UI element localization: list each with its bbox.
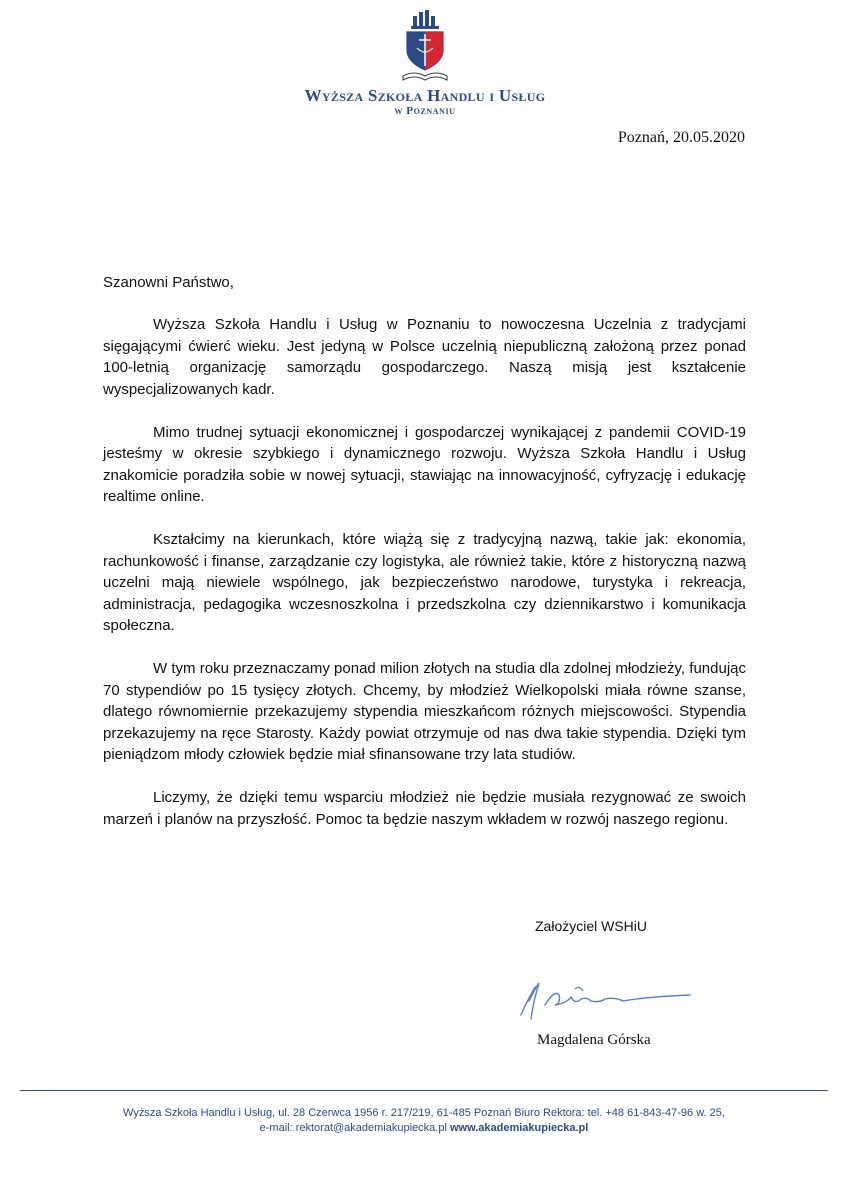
footer-url[interactable]: www.akademiakupiecka.pl (449, 1122, 589, 1134)
footer (0, 1106, 848, 1136)
letter-date: Poznań, 20.05.2020 (617, 129, 745, 146)
paragraph: Wyższa Szkoła Handlu i Usług w Poznaniu to nowoczesna Uczelnia z tradycjami sięgającymi ćwierć wieku. Jest jedyną w Polsce uczelnią niepubliczną założoną przez ponad 100-letnią organizację samorządu gospodarczego. Naszą misją jest kształcenie wyspecjalizowanych kadr. (103, 316, 746, 398)
footer-email[interactable]: e-mail: rektorat@akademiakupiecka.pl (259, 1122, 447, 1134)
university-crest-logo (395, 10, 455, 84)
paragraph: Mimo trudnej sytuacji ekonomicznej i gospodarczej wynikającej z pandemii COVID-19 jesteśmy w okresie szybkiego i dynamicznego rozwoju. Wyższa Szkoła Handlu i Usług znakomicie poradziła sobie w nowej sytuacji, stawiając na innowacyjność, cyfryzację i edukację realtime online. (103, 423, 746, 505)
signer-name: Magdalena Górska (537, 1032, 651, 1048)
university-city: w Poznaniu (394, 105, 456, 117)
closing-title: Założyciel WSHiU (535, 918, 648, 934)
letterhead (300, 10, 550, 117)
university-name: Wyższa Szkoła Handlu i Usług (304, 86, 546, 105)
paragraph: W tym roku przeznaczamy ponad milion złotych na studia dla zdolnej młodzieży, fundując 70 stypendiów po 15 tysięcy złotych. Chcemy, by młodzież Wielkopolski miała równe szanse, dlatego równomiernie przekazujemy stypendia mieszkańcom różnych miejscowości. Stypendia przekazujemy na ręce Starosty. Każdy powiat otrzymuje od nas dwa takie stypendia. Dzięki tym pieniądzom młody człowiek będzie miał sfinansowane trzy lata studiów. (103, 660, 746, 763)
greeting: Szanowni Państwo, (103, 274, 234, 291)
paragraph: Kształcimy na kierunkach, które wiążą się z tradycyjną nazwą, takie jak: ekonomia, rachunkowość i finanse, zarządzanie czy logistyka, ale również takie, które z historyczną nazwą uczelni mają niewiele wspólnego, jak bezpieczeństwo narodowe, turystyka i rekreacja, administracja, pedagogika wczesnoszkolna i przedszkolna czy dziennikarstwo i komunikacja społeczna. (103, 531, 746, 634)
letter-body (103, 314, 746, 852)
footer-divider (20, 1090, 828, 1091)
footer-contact (0, 1121, 848, 1136)
handwritten-signature (515, 975, 700, 1025)
paragraph: Liczymy, że dzięki temu wsparciu młodzież nie będzie musiała rezygnować ze swoich marzeń i planów na przyszłość. Pomoc ta będzie naszym wkładem w rozwój naszego regionu. (103, 789, 746, 828)
footer-address: Wyższa Szkoła Handlu i Usług, ul. 28 Czerwca 1956 r. 217/219, 61-485 Poznań Biuro Rektora: tel. +48 61-843-47-96 w. 25, (123, 1107, 725, 1119)
